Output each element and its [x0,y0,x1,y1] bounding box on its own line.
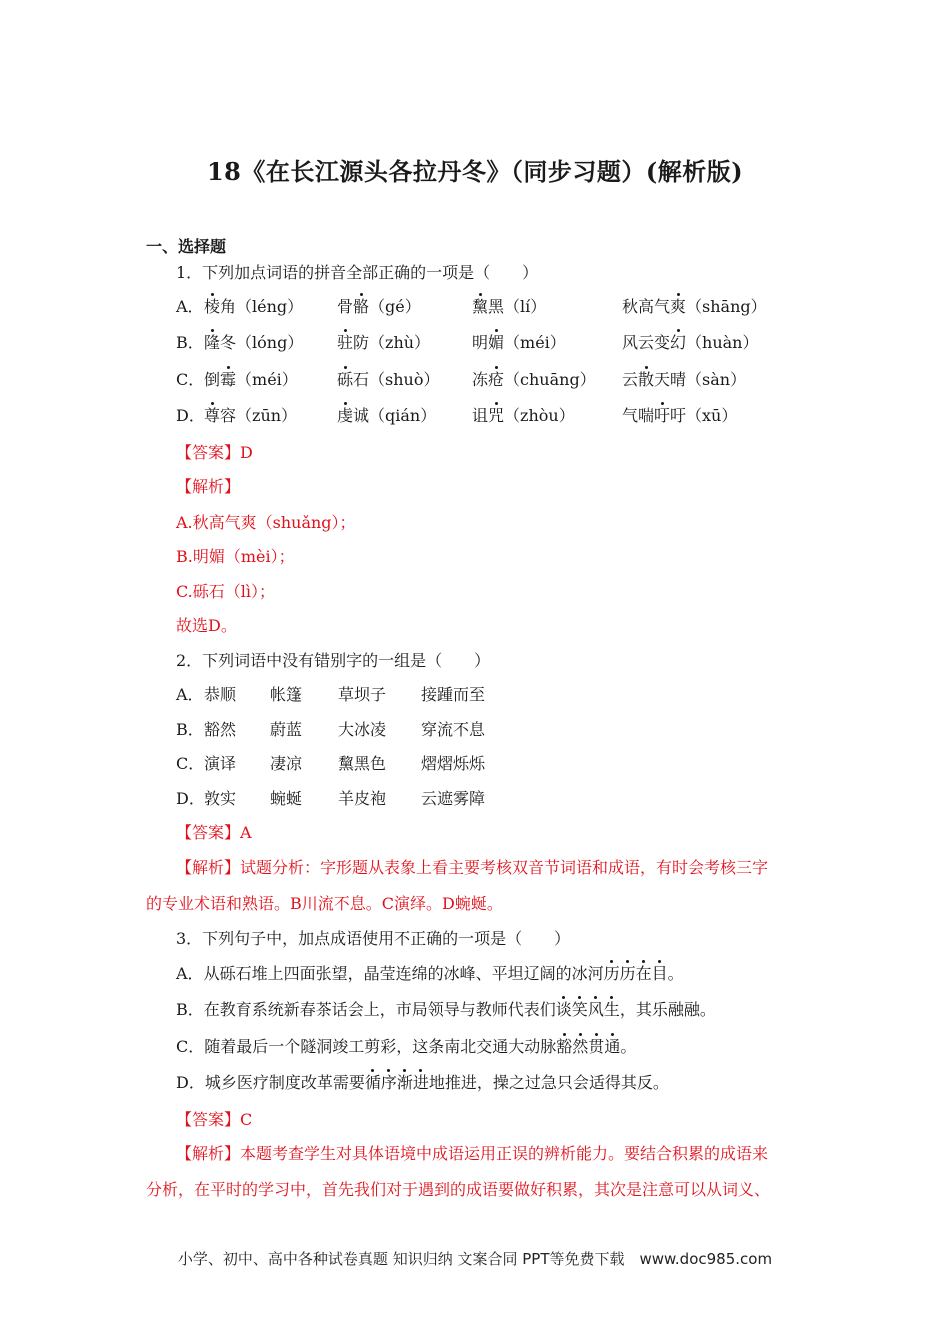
analysis-text: 本题考查学生对具体语境中成语运用正误的辨析能力。要结合积累的成语来 [240,1144,769,1163]
dotted-char: 目 [651,964,668,983]
q1-conclusion: 故选D。 [176,616,237,635]
option-letter: B． [176,333,204,352]
q2-analysis-cont: 的专业术语和熟语。B川流不息。C演绎。D蜿蜒。 [146,894,503,913]
dotted-idiom [604,964,668,983]
option-letter: A． [176,964,204,983]
answer-tag: 【答案】 [176,1110,241,1129]
word-suffix: 石（shuò） [353,370,440,389]
option-word [337,294,421,317]
dotted-char: 咒 [488,406,505,425]
sentence-prefix: 随着最后一个隧洞竣工剪彩，这条南北交通大动脉 [204,1037,557,1056]
word-prefix: 诅 [472,406,489,425]
word-prefix: 倒 [204,370,221,389]
word-prefix: 风云变 [622,333,671,352]
q2-answer [176,820,252,843]
option-word [622,330,759,353]
dotted-char: 贯 [588,1037,605,1056]
dotted-char: 黧 [472,297,489,316]
word-suffix: （zhòu） [504,406,575,425]
dotted-char: 生 [603,1000,620,1019]
word-suffix: （shāng） [686,297,767,316]
dotted-char: 风 [587,1000,604,1019]
dotted-char: 吁 [654,406,671,425]
dotted-char: 虔 [337,406,354,425]
answer-tag: 【答案】 [176,823,241,842]
word-suffix: 角（léng） [220,297,304,316]
q1-analysis-tag: 【解析】 [176,477,241,496]
option-word: 演译 [204,754,237,773]
option-word [204,367,298,390]
word-suffix: （méi） [504,333,566,352]
dotted-char: 笑 [571,1000,588,1019]
page-title: 18《在长江源头各拉丹冬》（同步习题）(解析版) [206,157,744,186]
dotted-char: 疮 [488,370,505,389]
sentence-prefix: 城乡医疗制度改革需要 [204,1073,365,1092]
option-word [472,367,596,390]
option-letter: C． [176,754,205,773]
word-suffix: （chuāng） [504,370,596,389]
q1-analysis-line: B.明媚（mèi）； [176,547,295,566]
word-prefix: 秋高气 [622,297,671,316]
word-suffix: 容（zūn） [220,406,298,425]
option-word [622,403,737,426]
dotted-char: 循 [364,1073,381,1092]
q1-answer [176,440,253,463]
dotted-char: 历 [619,964,636,983]
dotted-char: 驻 [337,333,354,352]
option-word: 草坝子 [338,685,387,704]
dotted-char: 爽 [670,297,687,316]
analysis-tag: 【解析】 [176,858,241,877]
word-prefix: 冻 [472,370,489,389]
word-suffix: 冬（lóng） [220,333,304,352]
dotted-char: 隆 [204,333,221,352]
dotted-char: 散 [638,370,655,389]
q3-analysis [176,1141,768,1164]
q2-analysis [176,855,768,878]
section-heading: 一、选择题 [146,237,227,256]
option-row [176,1070,669,1093]
dotted-char: 谈 [555,1000,572,1019]
option-word: 蜿蜒 [270,789,303,808]
option-letter: C． [176,370,205,389]
dotted-char: 历 [603,964,620,983]
option-word: 敦实 [204,789,237,808]
option-word: 凄凉 [270,754,303,773]
option-letter: C． [176,1037,205,1056]
dotted-char: 渐 [396,1073,413,1092]
dotted-char: 序 [380,1073,397,1092]
question-3-stem: 3．下列句子中，加点成语使用不正确的一项是（ ） [176,929,571,948]
option-word [337,367,439,390]
option-word: 穿流不息 [421,720,486,739]
word-suffix: （gé） [369,297,421,316]
option-word: 蔚蓝 [270,720,303,739]
word-suffix: 防（zhù） [353,333,431,352]
option-word [204,403,297,426]
dotted-idiom [365,1073,429,1092]
word-suffix: （méi） [236,370,298,389]
word-suffix: 黑（lí） [488,297,547,316]
word-suffix: 诚（qián） [353,406,437,425]
dotted-char: 尊 [204,406,221,425]
option-word: 帐篷 [270,685,303,704]
q3-answer [176,1107,252,1130]
dotted-char: 棱 [204,297,221,316]
q1-analysis-line: C.砾石（lì）； [176,582,275,601]
answer-tag: 【答案】 [176,443,241,462]
dotted-idiom [556,1037,620,1056]
answer-value: D [240,443,253,462]
answer-value: A [240,823,252,842]
q1-analysis-line: A.秋高气爽（shuǎng）； [176,513,356,532]
dotted-char: 进 [412,1073,429,1092]
option-letter: D． [176,1073,205,1092]
word-prefix: 气喘 [622,406,655,425]
option-row [176,997,716,1020]
analysis-text: 试题分析：字形题从表象上看主要考核双音节词语和成语，有时会考核三字 [240,858,769,877]
dotted-char: 通 [604,1037,621,1056]
option-word [472,294,546,317]
option-word: 熠熠烁烁 [421,754,486,773]
option-word: 豁然 [204,720,237,739]
option-word [204,294,303,317]
option-row [176,1034,636,1057]
option-letter: D． [176,789,205,808]
footer-banner: 小学、初中、高中各种试卷真题 知识归纳 文案合同 PPT等免费下载 www.doc985.com [177,1250,773,1268]
option-word [622,367,746,390]
dotted-char: 霉 [220,370,237,389]
dotted-char: 骼 [353,297,370,316]
dotted-idiom [556,1000,620,1019]
option-word: 恭顺 [204,685,237,704]
dotted-char: 然 [572,1037,589,1056]
word-prefix: 骨 [337,297,354,316]
word-suffix: （huàn） [686,333,759,352]
option-word [472,330,566,353]
dotted-char: 豁 [556,1037,573,1056]
question-1-stem: 1．下列加点词语的拼音全部正确的一项是（ ） [176,263,539,282]
analysis-tag: 【解析】 [176,1144,241,1163]
option-letter: B． [176,720,204,739]
sentence-suffix: 地推进，操之过急只会适得其反。 [428,1073,669,1092]
word-suffix: 天晴（sàn） [654,370,747,389]
option-letter: A． [176,297,204,316]
option-word [622,294,767,317]
option-word: 羊皮袍 [338,789,387,808]
option-word [337,330,430,353]
sentence-suffix: 。 [620,1037,637,1056]
q3-analysis-cont: 分析，在平时的学习中，首先我们对于遇到的成语要做好积累，其次是注意可以从词义、 [146,1180,771,1199]
word-prefix: 明 [472,333,489,352]
option-word: 接踵而至 [421,685,486,704]
option-word: 大冰凌 [338,720,387,739]
dotted-char: 媚 [488,333,505,352]
sentence-prefix: 在教育系统新春茶话会上，市局领导与教师代表们 [203,1000,556,1019]
option-word [472,403,575,426]
dotted-char: 幻 [670,333,687,352]
option-word: 黧黑色 [338,754,387,773]
dotted-char: 砾 [337,370,354,389]
option-letter: B． [176,1000,204,1019]
option-row [176,961,684,984]
word-suffix: 吁（xū） [670,406,738,425]
dotted-char: 在 [635,964,652,983]
option-letter: A． [176,685,204,704]
sentence-prefix: 从砾石堆上四面张望，晶莹连绵的冰峰、平坦辽阔的冰河 [203,964,604,983]
answer-value: C [240,1110,253,1129]
sentence-suffix: ，其乐融融。 [619,1000,716,1019]
question-2-stem: 2．下列词语中没有错别字的一组是（ ） [176,651,491,670]
option-word [204,330,303,353]
option-word: 云遮雾障 [421,789,486,808]
option-word [337,403,436,426]
sentence-suffix: 。 [667,964,684,983]
word-prefix: 云 [622,370,639,389]
option-letter: D． [176,406,205,425]
